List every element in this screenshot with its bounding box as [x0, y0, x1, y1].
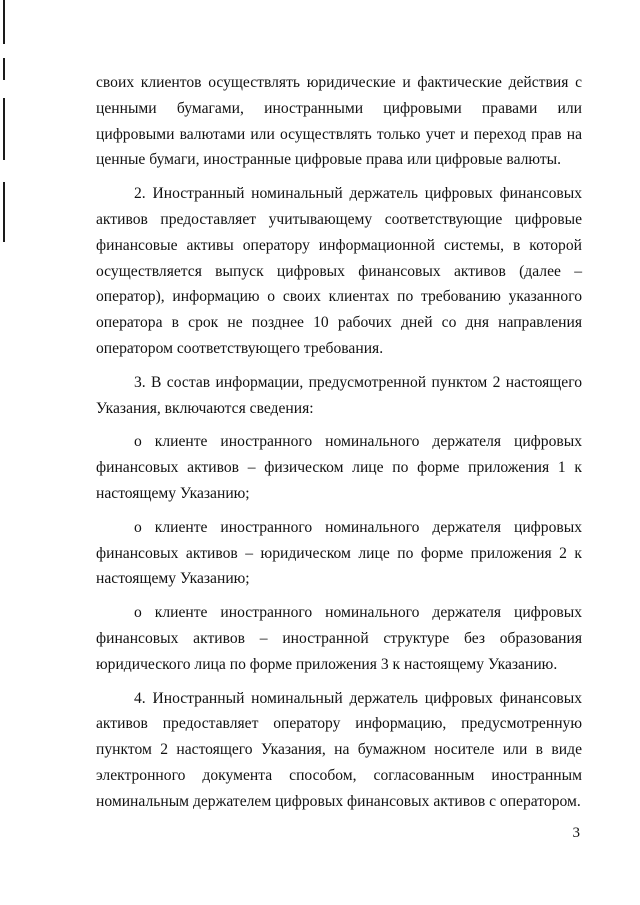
scan-edge-mark: [3, 98, 5, 160]
paragraph-item-4: 4. Иностранный номинальный держатель цифровых финансовых активов предоставляет оператору информацию, предусмотренную пунктом 2 настоящего Указания, на бумажном носителе или в виде электронного документа способом, согласованным иностранным номинальным держателем цифровых финансовых активов с оператором.: [96, 689, 582, 810]
page-number: 3: [572, 825, 580, 841]
document-body: [96, 70, 582, 823]
paragraph-item-3: 3. В состав информации, предусмотренной пунктом 2 настоящего Указания, включаются сведения:: [96, 373, 582, 417]
paragraph-continuation: своих клиентов осуществлять юридические и фактические действия с ценными бумагами, иностранными цифровыми правами или цифровыми валютами или осуществлять только учет и переход прав на ценные бумаги, иностранные цифровые права или цифровые валюты.: [96, 74, 582, 169]
subitem-individual: о клиенте иностранного номинального держателя цифровых финансовых активов – физическом лице по форме приложения 1 к настоящему Указанию;: [96, 433, 582, 502]
scan-edge-mark: [3, 182, 5, 242]
scan-edge-mark: [3, 58, 5, 80]
subitem-legal-entity: о клиенте иностранного номинального держателя цифровых финансовых активов – юридическом лице по форме приложения 2 к настоящему Указанию;: [96, 518, 582, 588]
paragraph-item-2: 2. Иностранный номинальный держатель цифровых финансовых активов предоставляет учитывающему соответствующие цифровые финансовые активы оператору информационной системы, в которой осуществляется выпуск цифровых финансовых активов (далее – оператор), информацию о своих клиентах по требованию указанного оператора в срок не позднее 10 рабочих дней со дня направления оператором соответствующего требования.: [96, 185, 582, 357]
subitem-foreign-structure: о клиенте иностранного номинального держателя цифровых финансовых активов – иностранной структуре без образования юридического лица по форме приложения 3 к настоящему Указанию.: [96, 604, 582, 673]
scan-edge-mark: [3, 0, 5, 44]
